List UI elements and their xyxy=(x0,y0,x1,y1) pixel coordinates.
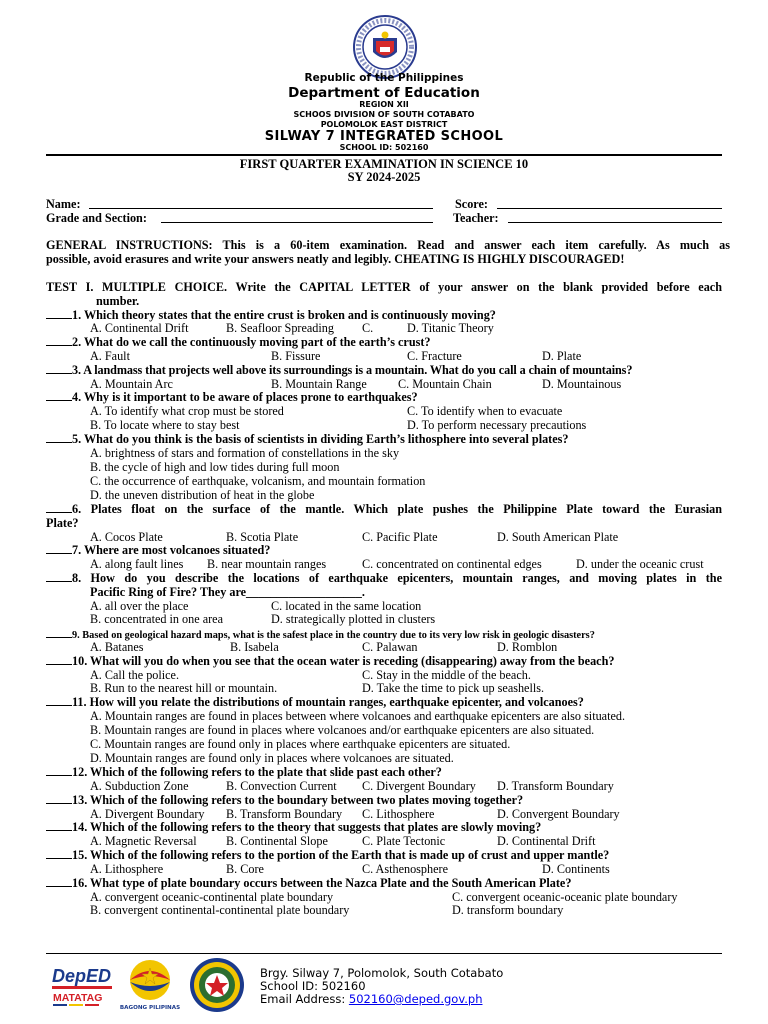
q14-option-d: D. Continental Drift xyxy=(497,834,596,848)
q9-option-b: B. Isabela xyxy=(230,640,279,654)
question-8: 8. How do you describe the locations of earthquake epicenters, mountain ranges, and moving plates in the xyxy=(46,571,722,585)
q15-option-a: A. Lithosphere xyxy=(90,862,164,876)
answer-blank-1[interactable] xyxy=(46,308,72,319)
q3-option-c: C. Mountain Chain xyxy=(398,377,492,391)
q4-option-c: C. To identify when to evacuate xyxy=(407,404,563,418)
teacher-field[interactable] xyxy=(508,222,722,223)
q11-option-a: A. Mountain ranges are found in places between where volcanoes and earthquake epicenters are also situated. xyxy=(90,709,626,723)
q16-option-d: D. transform boundary xyxy=(452,903,564,917)
q12-option-a: A. Subduction Zone xyxy=(90,779,189,793)
footer-address: Brgy. Silway 7, Polomolok, South Cotabato xyxy=(260,966,504,980)
q8-option-d: D. strategically plotted in clusters xyxy=(271,612,436,626)
answer-blank-7[interactable] xyxy=(46,543,72,554)
exam-sy: SY 2024-2025 xyxy=(347,170,421,184)
q8-option-b: B. concentrated in one area xyxy=(90,612,223,626)
q5-option-a: A. brightness of stars and formation of constellations in the sky xyxy=(90,446,400,460)
deped-matatag-logo xyxy=(50,962,114,1008)
q13-option-b: B. Transform Boundary xyxy=(226,807,343,821)
question-14: 14. Which of the following refers to the theory that suggests that plates are slowly moving? xyxy=(46,820,726,834)
question-16: 16. What type of plate boundary occurs between the Nazca Plate and the South American Plate? xyxy=(46,876,726,890)
exam-title: FIRST QUARTER EXAMINATION IN SCIENCE 10 xyxy=(239,157,529,171)
question-8-cont: Pacific Ring of Fire? They are___________________. xyxy=(90,585,365,599)
q5-option-b: B. the cycle of high and low tides during full moon xyxy=(90,460,340,474)
test-heading-cont: number. xyxy=(96,294,140,308)
email-link[interactable]: 502160@deped.gov.ph xyxy=(348,992,483,1006)
footer-school-id: School ID: 502160 xyxy=(260,979,366,993)
name-label: Name: xyxy=(46,197,81,211)
q16-option-b: B. convergent continental-continental plate boundary xyxy=(90,903,350,917)
bagong-pilipinas-logo xyxy=(119,958,181,1012)
matatag-text: MATATAG xyxy=(53,992,103,1004)
question-6: 6. Plates float on the surface of the mantle. Which plate pushes the Philippine Plate toward the Eurasian xyxy=(46,502,722,516)
q7-option-c: C. concentrated on continental edges xyxy=(362,557,542,571)
q5-option-c: C. the occurrence of earthquake, volcanism, and mountain formation xyxy=(90,474,426,488)
school-seal-logo xyxy=(187,956,247,1014)
q14-option-b: B. Continental Slope xyxy=(226,834,328,848)
q3-option-b: B. Mountain Range xyxy=(271,377,367,391)
question-5: 5. What do you think is the basis of scientists in dividing Earth’s lithosphere into several plates? xyxy=(46,432,726,446)
school-name: SILWAY 7 INTEGRATED SCHOOL xyxy=(264,129,504,144)
q2-option-c: C. Fracture xyxy=(407,349,462,363)
q11-option-c: C. Mountain ranges are found only in places where earthquake epicenters are situated. xyxy=(90,737,511,751)
republic-line: Republic of the Philippines xyxy=(304,72,464,84)
q3-option-a: A. Mountain Arc xyxy=(90,377,173,391)
q9-option-d: D. Romblon xyxy=(497,640,558,654)
question-6-cont: Plate? xyxy=(46,516,79,530)
answer-blank-6[interactable] xyxy=(46,502,72,513)
q10-option-a: A. Call the police. xyxy=(90,668,180,682)
question-1: 1. Which theory states that the entire crust is broken and is continuously moving? xyxy=(46,308,726,322)
q7-option-d: D. under the oceanic crust xyxy=(576,557,704,571)
question-15: 15. Which of the following refers to the portion of the Earth that is made up of crust and upper mantle? xyxy=(46,848,726,862)
footer-email-line xyxy=(260,992,483,1006)
q10-option-d: D. Take the time to pick up seashells. xyxy=(362,681,545,695)
q8-option-c: C. located in the same location xyxy=(271,599,422,613)
q4-option-a: A. To identify what crop must be stored xyxy=(90,404,284,418)
q1-option-d: D. Titanic Theory xyxy=(407,321,494,335)
answer-blank-11[interactable] xyxy=(46,695,72,706)
bagong-pilipinas-text: BAGONG PILIPINAS xyxy=(119,1005,181,1011)
department-line: Department of Education xyxy=(288,85,480,101)
q13-option-a: A. Divergent Boundary xyxy=(90,807,205,821)
q7-option-b: B. near mountain ranges xyxy=(207,557,327,571)
email-label: Email Address: xyxy=(260,992,349,1006)
q4-option-b: B. To locate where to stay best xyxy=(90,418,240,432)
question-13: 13. Which of the following refers to the boundary between two plates moving together? xyxy=(46,793,726,807)
question-11: 11. How will you relate the distributions of mountain ranges, earthquake epicenter, and volcanoes? xyxy=(46,695,726,709)
answer-blank-10[interactable] xyxy=(46,654,72,665)
name-field[interactable] xyxy=(89,208,433,209)
q15-option-b: B. Core xyxy=(226,862,264,876)
q1-option-c: C. xyxy=(362,321,374,335)
q8-option-a: A. all over the place xyxy=(90,599,189,613)
q11-option-b: B. Mountain ranges are found in places where volcanoes and/or earthquake epicenters are also situated. xyxy=(90,723,595,737)
q6-option-a: A. Cocos Plate xyxy=(90,530,163,544)
q2-option-b: B. Fissure xyxy=(271,349,321,363)
q16-option-a: A. convergent oceanic-continental plate boundary xyxy=(90,890,334,904)
q15-option-c: C. Asthenosphere xyxy=(362,862,448,876)
deped-seal xyxy=(352,14,418,80)
answer-blank-3[interactable] xyxy=(46,363,72,374)
answer-blank-16[interactable] xyxy=(46,876,72,887)
q11-option-d: D. Mountain ranges are found only in places where volcanoes are situated. xyxy=(90,751,454,765)
q3-option-d: D. Mountainous xyxy=(542,377,622,391)
answer-blank-14[interactable] xyxy=(46,820,72,831)
q15-option-d: D. Continents xyxy=(542,862,610,876)
q7-option-a: A. along fault lines xyxy=(90,557,184,571)
deped-logo-text: DepED xyxy=(52,966,112,986)
q14-option-c: C. Plate Tectonic xyxy=(362,834,446,848)
score-field[interactable] xyxy=(497,208,722,209)
q6-option-d: D. South American Plate xyxy=(497,530,619,544)
question-3: 3. A landmass that projects well above its surroundings is a mountain. What do you call a chain of mountains? xyxy=(46,363,726,377)
q13-option-c: C. Lithosphere xyxy=(362,807,435,821)
answer-blank-4[interactable] xyxy=(46,390,72,401)
question-12: 12. Which of the following refers to the plate that slide past each other? xyxy=(46,765,726,779)
answer-blank-5[interactable] xyxy=(46,432,72,443)
grade-section-label: Grade and Section: xyxy=(46,211,147,225)
q6-option-b: B. Scotia Plate xyxy=(226,530,299,544)
q13-option-d: D. Convergent Boundary xyxy=(497,807,620,821)
q10-option-c: C. Stay in the middle of the beach. xyxy=(362,668,531,682)
answer-blank-12[interactable] xyxy=(46,765,72,776)
q5-option-d: D. the uneven distribution of heat in the globe xyxy=(90,488,315,502)
question-7: 7. Where are most volcanoes situated? xyxy=(46,543,726,557)
q12-option-c: C. Divergent Boundary xyxy=(362,779,476,793)
q9-option-a: A. Batanes xyxy=(90,640,144,654)
q1-option-a: A. Continental Drift xyxy=(90,321,189,335)
q9-option-c: C. Palawan xyxy=(362,640,418,654)
header-divider xyxy=(46,154,722,156)
footer-divider xyxy=(46,953,722,954)
question-4: 4. Why is it important to be aware of places prone to earthquakes? xyxy=(46,390,726,404)
q4-option-d: D. To perform necessary precautions xyxy=(407,418,587,432)
division-line: SCHOOS DIVISION OF SOUTH COTABATO xyxy=(293,110,475,119)
q1-option-b: B. Seafloor Spreading xyxy=(226,321,334,335)
region-line: REGION XII xyxy=(359,100,409,109)
question-9: 9. Based on geological hazard maps, what is the safest place in the country due to its very low risk in geologic disasters? xyxy=(46,627,726,643)
school-id-line: SCHOOL ID: 502160 xyxy=(339,143,429,152)
answer-blank-9[interactable] xyxy=(46,627,72,638)
answer-blank-2[interactable] xyxy=(46,335,72,346)
grade-section-field[interactable] xyxy=(161,222,433,223)
answer-blank-15[interactable] xyxy=(46,848,72,859)
q6-option-c: C. Pacific Plate xyxy=(362,530,438,544)
question-2: 2. What do we call the continuously moving part of the earth’s crust? xyxy=(46,335,726,349)
district-line: POLOMOLOK EAST DISTRICT xyxy=(320,120,448,129)
q10-option-b: B. Run to the nearest hill or mountain. xyxy=(90,681,278,695)
answer-blank-13[interactable] xyxy=(46,793,72,804)
q16-option-c: C. convergent oceanic-oceanic plate boundary xyxy=(452,890,678,904)
q2-option-a: A. Fault xyxy=(90,349,130,363)
q14-option-a: A. Magnetic Reversal xyxy=(90,834,197,848)
instructions-line-1: GENERAL INSTRUCTIONS: This is a 60-item examination. Read and answer each item carefully. As much as xyxy=(46,238,730,252)
question-10: 10. What will you do when you see that the ocean water is receding (disappearing) away from the beach? xyxy=(46,654,726,668)
score-label: Score: xyxy=(455,197,488,211)
q12-option-d: D. Transform Boundary xyxy=(497,779,614,793)
instructions-line-2: possible, avoid erasures and write your answers neatly and legibly. CHEATING IS HIGHLY DISCOURAGED! xyxy=(46,252,625,266)
q12-option-b: B. Convection Current xyxy=(226,779,337,793)
test-heading: TEST I. MULTIPLE CHOICE. Write the CAPITAL LETTER of your answer on the blank provided before each xyxy=(46,280,722,294)
answer-blank-8[interactable] xyxy=(46,571,72,582)
teacher-label: Teacher: xyxy=(453,211,499,225)
q2-option-d: D. Plate xyxy=(542,349,582,363)
